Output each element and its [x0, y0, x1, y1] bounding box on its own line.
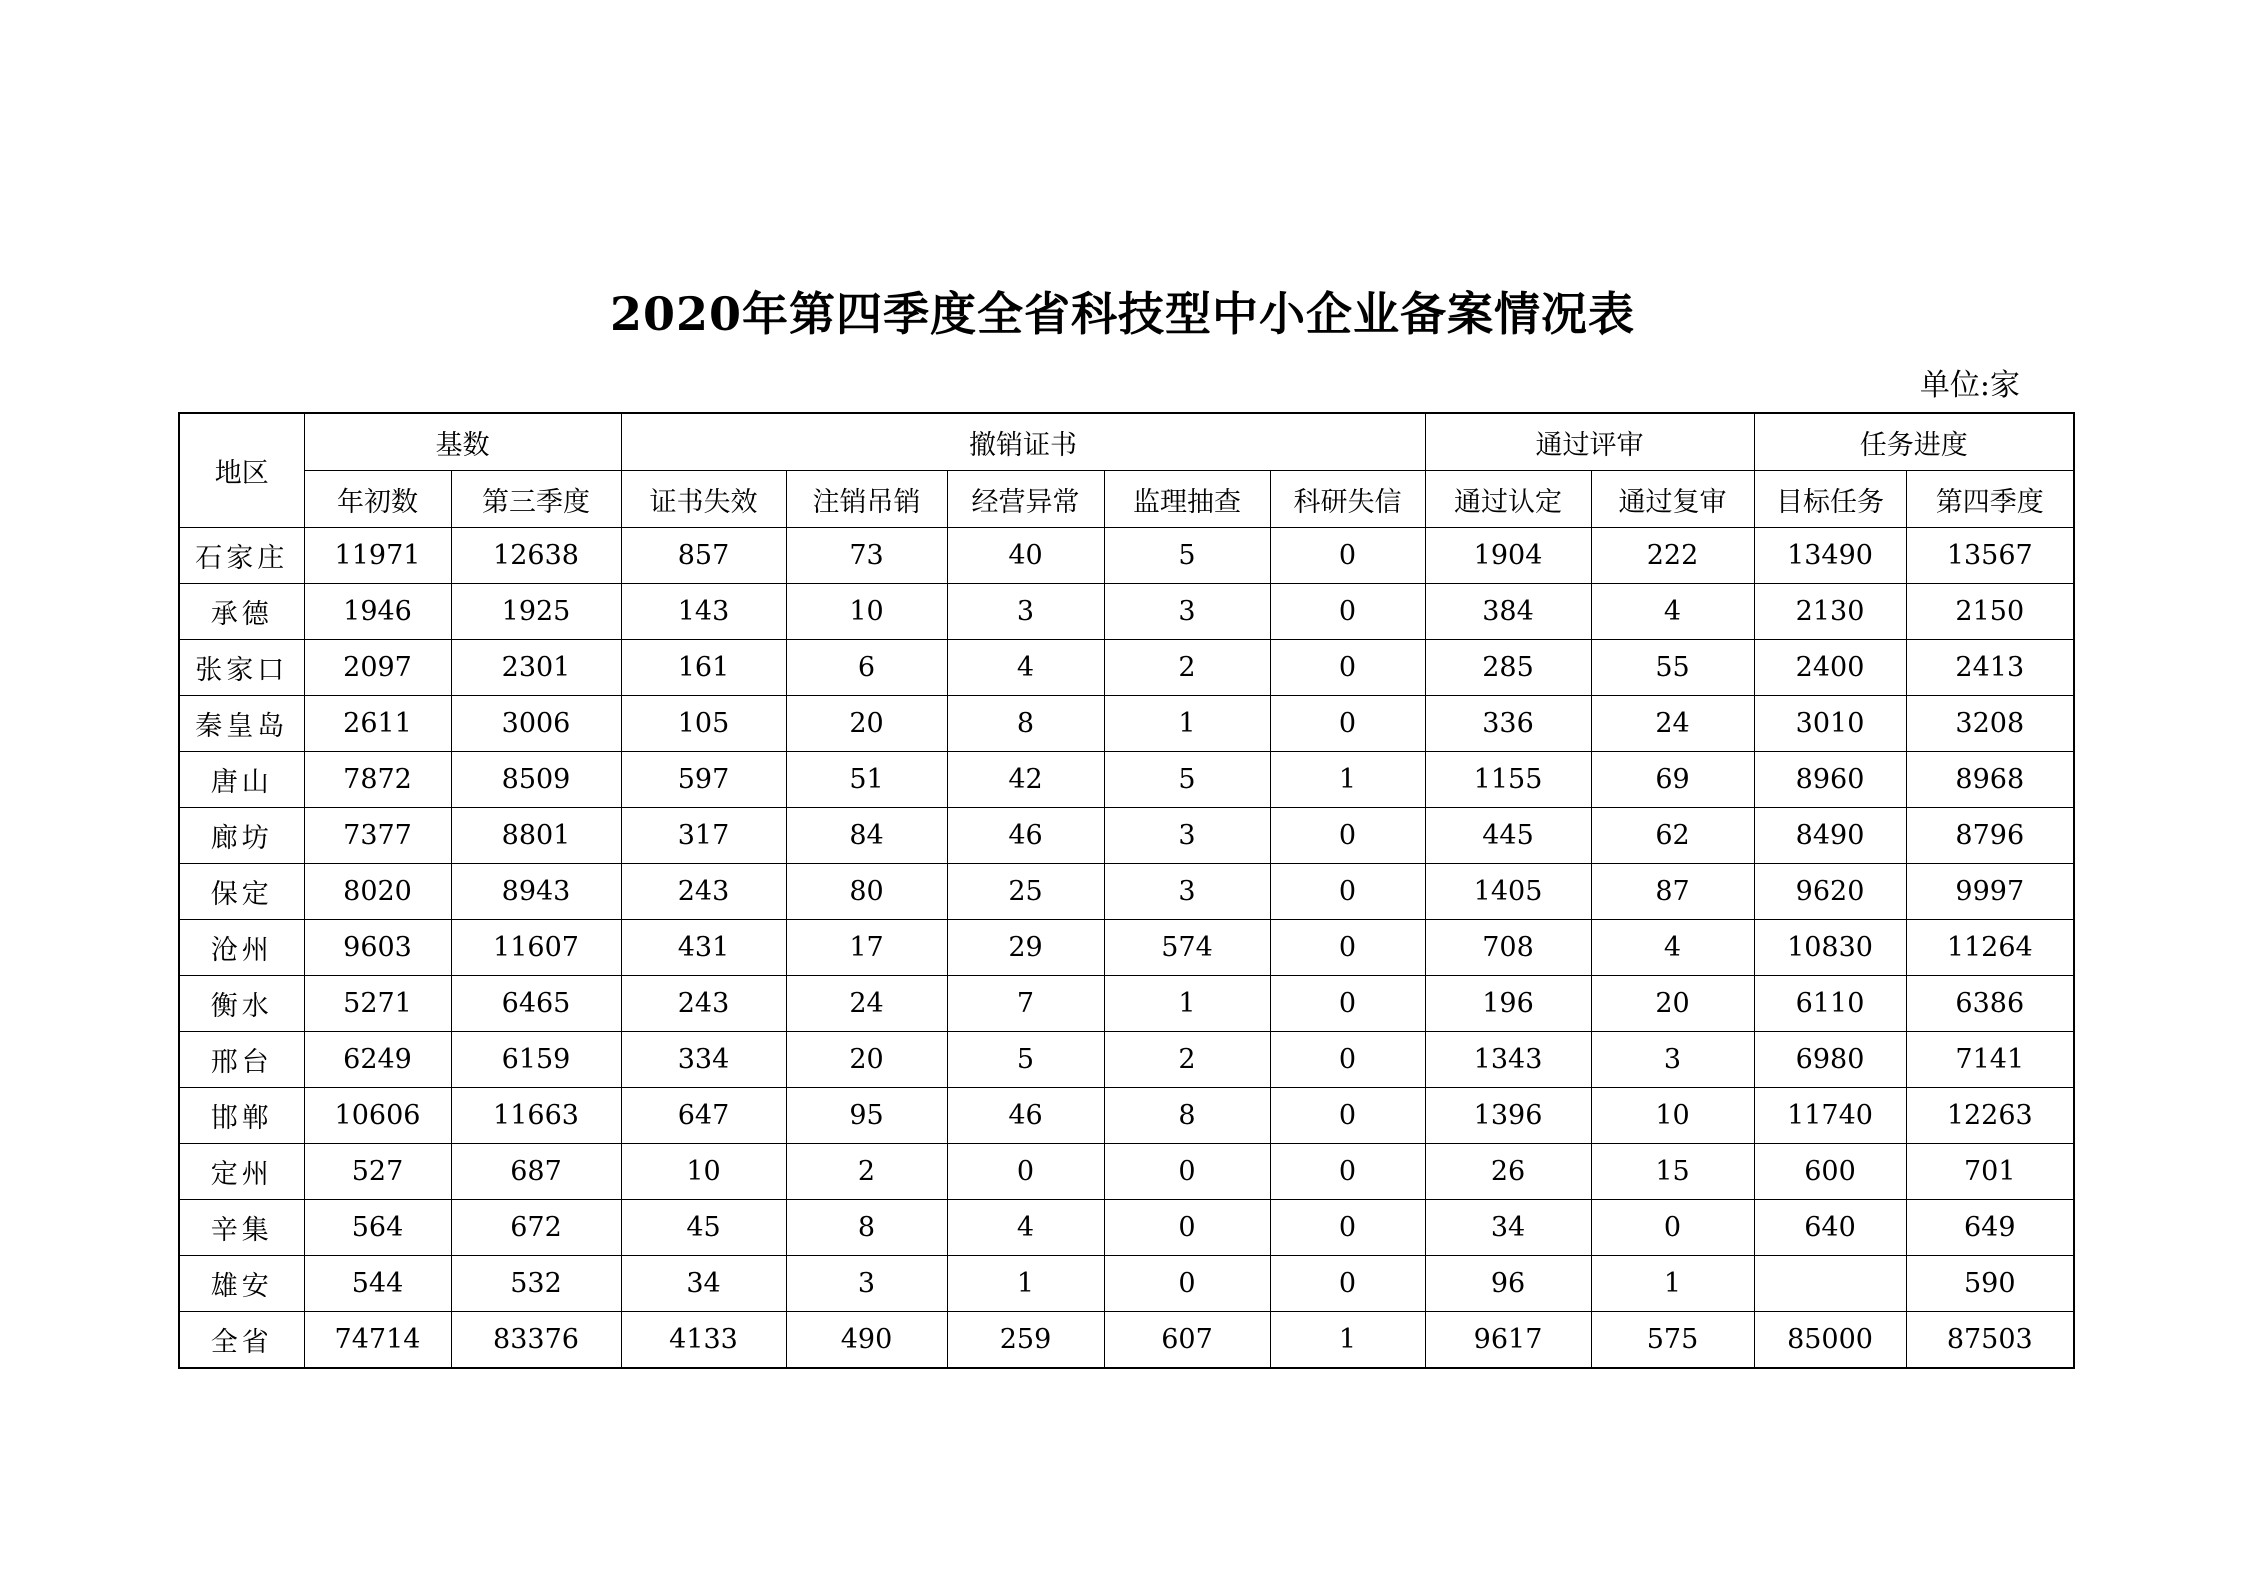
value-cell: 2400 — [1754, 640, 1906, 696]
value-cell: 26 — [1425, 1144, 1591, 1200]
table-row — [179, 1312, 2074, 1369]
region-cell: 辛集 — [179, 1200, 304, 1256]
region-cell: 承德 — [179, 584, 304, 640]
value-cell: 143 — [621, 584, 786, 640]
region-cell: 邢台 — [179, 1032, 304, 1088]
value-cell: 3208 — [1906, 696, 2074, 752]
value-cell: 445 — [1425, 808, 1591, 864]
value-cell: 6 — [786, 640, 947, 696]
value-cell: 6110 — [1754, 976, 1906, 1032]
value-cell: 3 — [1104, 808, 1270, 864]
region-cell: 定州 — [179, 1144, 304, 1200]
value-cell: 649 — [1906, 1200, 2074, 1256]
value-cell: 1946 — [304, 584, 451, 640]
value-cell: 10 — [1591, 1088, 1754, 1144]
value-cell: 0 — [1270, 1032, 1425, 1088]
value-cell: 597 — [621, 752, 786, 808]
value-cell: 708 — [1425, 920, 1591, 976]
value-cell: 672 — [451, 1200, 621, 1256]
table-row — [179, 864, 2074, 920]
value-cell: 3 — [1591, 1032, 1754, 1088]
value-cell: 1 — [1591, 1256, 1754, 1312]
value-cell: 42 — [947, 752, 1104, 808]
value-cell: 8020 — [304, 864, 451, 920]
data-table — [178, 412, 2075, 1369]
table-row — [179, 640, 2074, 696]
value-cell: 4 — [1591, 584, 1754, 640]
value-cell: 8 — [1104, 1088, 1270, 1144]
value-cell: 11663 — [451, 1088, 621, 1144]
value-cell: 1405 — [1425, 864, 1591, 920]
value-cell: 8490 — [1754, 808, 1906, 864]
value-cell: 640 — [1754, 1200, 1906, 1256]
value-cell: 3 — [786, 1256, 947, 1312]
value-cell: 8 — [947, 696, 1104, 752]
column-header: 科研失信 — [1270, 471, 1425, 528]
value-cell: 34 — [1425, 1200, 1591, 1256]
value-cell: 222 — [1591, 528, 1754, 584]
value-cell: 0 — [1270, 1256, 1425, 1312]
table-row — [179, 1032, 2074, 1088]
value-cell: 1155 — [1425, 752, 1591, 808]
value-cell: 1396 — [1425, 1088, 1591, 1144]
value-cell: 1904 — [1425, 528, 1591, 584]
value-cell: 7377 — [304, 808, 451, 864]
region-cell: 衡水 — [179, 976, 304, 1032]
value-cell: 0 — [1270, 976, 1425, 1032]
value-cell: 9617 — [1425, 1312, 1591, 1369]
value-cell: 87 — [1591, 864, 1754, 920]
value-cell: 6249 — [304, 1032, 451, 1088]
value-cell: 105 — [621, 696, 786, 752]
value-cell: 0 — [1270, 920, 1425, 976]
region-cell: 雄安 — [179, 1256, 304, 1312]
value-cell: 13567 — [1906, 528, 2074, 584]
value-cell: 0 — [1270, 808, 1425, 864]
value-cell: 3010 — [1754, 696, 1906, 752]
value-cell: 10 — [621, 1144, 786, 1200]
value-cell: 607 — [1104, 1312, 1270, 1369]
value-cell: 336 — [1425, 696, 1591, 752]
column-header: 证书失效 — [621, 471, 786, 528]
sub-header-row — [179, 471, 2074, 528]
table-row — [179, 1144, 2074, 1200]
value-cell: 51 — [786, 752, 947, 808]
value-cell: 8960 — [1754, 752, 1906, 808]
value-cell: 84 — [786, 808, 947, 864]
value-cell: 0 — [1270, 696, 1425, 752]
value-cell: 9997 — [1906, 864, 2074, 920]
value-cell: 2 — [1104, 1032, 1270, 1088]
value-cell: 2413 — [1906, 640, 2074, 696]
value-cell: 0 — [1270, 584, 1425, 640]
value-cell: 8968 — [1906, 752, 2074, 808]
value-cell: 83376 — [451, 1312, 621, 1369]
value-cell: 5 — [947, 1032, 1104, 1088]
value-cell: 6980 — [1754, 1032, 1906, 1088]
column-header: 年初数 — [304, 471, 451, 528]
value-cell: 0 — [1591, 1200, 1754, 1256]
value-cell: 2130 — [1754, 584, 1906, 640]
table-row — [179, 1200, 2074, 1256]
value-cell: 0 — [1270, 640, 1425, 696]
value-cell: 600 — [1754, 1144, 1906, 1200]
region-cell: 保定 — [179, 864, 304, 920]
value-cell: 11264 — [1906, 920, 2074, 976]
value-cell: 334 — [621, 1032, 786, 1088]
group-header-revoked: 撤销证书 — [621, 413, 1425, 471]
value-cell: 1 — [1270, 1312, 1425, 1369]
value-cell: 161 — [621, 640, 786, 696]
value-cell: 20 — [786, 1032, 947, 1088]
value-cell: 2150 — [1906, 584, 2074, 640]
value-cell: 0 — [947, 1144, 1104, 1200]
value-cell: 10606 — [304, 1088, 451, 1144]
value-cell: 15 — [1591, 1144, 1754, 1200]
value-cell: 12638 — [451, 528, 621, 584]
value-cell: 11607 — [451, 920, 621, 976]
value-cell: 80 — [786, 864, 947, 920]
table-row — [179, 976, 2074, 1032]
table-row — [179, 1256, 2074, 1312]
group-header-review: 通过评审 — [1425, 413, 1754, 471]
value-cell: 17 — [786, 920, 947, 976]
value-cell: 46 — [947, 808, 1104, 864]
value-cell: 4 — [947, 1200, 1104, 1256]
value-cell: 701 — [1906, 1144, 2074, 1200]
value-cell: 1925 — [451, 584, 621, 640]
value-cell: 2611 — [304, 696, 451, 752]
value-cell: 2 — [786, 1144, 947, 1200]
value-cell: 1 — [947, 1256, 1104, 1312]
value-cell: 7872 — [304, 752, 451, 808]
table-row — [179, 808, 2074, 864]
value-cell: 40 — [947, 528, 1104, 584]
table-row — [179, 696, 2074, 752]
value-cell: 9603 — [304, 920, 451, 976]
value-cell: 6465 — [451, 976, 621, 1032]
column-header: 第三季度 — [451, 471, 621, 528]
table-row — [179, 1088, 2074, 1144]
column-header: 通过认定 — [1425, 471, 1591, 528]
table-body — [179, 528, 2074, 1369]
region-cell: 唐山 — [179, 752, 304, 808]
value-cell: 317 — [621, 808, 786, 864]
value-cell: 3 — [1104, 584, 1270, 640]
group-header-base: 基数 — [304, 413, 621, 471]
value-cell: 575 — [1591, 1312, 1754, 1369]
region-cell: 全省 — [179, 1312, 304, 1369]
value-cell: 45 — [621, 1200, 786, 1256]
value-cell: 13490 — [1754, 528, 1906, 584]
group-header-row — [179, 413, 2074, 471]
value-cell: 687 — [451, 1144, 621, 1200]
value-cell: 0 — [1104, 1200, 1270, 1256]
value-cell: 73 — [786, 528, 947, 584]
region-cell: 邯郸 — [179, 1088, 304, 1144]
value-cell: 0 — [1270, 528, 1425, 584]
value-cell: 243 — [621, 864, 786, 920]
table-row — [179, 752, 2074, 808]
value-cell: 5 — [1104, 528, 1270, 584]
region-header: 地区 — [179, 413, 304, 528]
value-cell: 7141 — [1906, 1032, 2074, 1088]
column-header: 监理抽查 — [1104, 471, 1270, 528]
column-header: 第四季度 — [1906, 471, 2074, 528]
value-cell: 25 — [947, 864, 1104, 920]
value-cell: 3 — [1104, 864, 1270, 920]
value-cell: 8509 — [451, 752, 621, 808]
page-title: 2020年第四季度全省科技型中小企业备案情况表 — [609, 287, 1636, 341]
value-cell: 196 — [1425, 976, 1591, 1032]
value-cell: 0 — [1270, 1088, 1425, 1144]
value-cell: 34 — [621, 1256, 786, 1312]
value-cell: 46 — [947, 1088, 1104, 1144]
value-cell: 0 — [1270, 1144, 1425, 1200]
value-cell: 96 — [1425, 1256, 1591, 1312]
value-cell: 1 — [1104, 976, 1270, 1032]
value-cell: 55 — [1591, 640, 1754, 696]
table-row — [179, 528, 2074, 584]
table-row — [179, 584, 2074, 640]
value-cell: 8 — [786, 1200, 947, 1256]
value-cell: 431 — [621, 920, 786, 976]
value-cell: 87503 — [1906, 1312, 2074, 1369]
region-cell: 廊坊 — [179, 808, 304, 864]
value-cell: 532 — [451, 1256, 621, 1312]
value-cell: 5271 — [304, 976, 451, 1032]
value-cell: 11971 — [304, 528, 451, 584]
region-cell: 石家庄 — [179, 528, 304, 584]
value-cell: 0 — [1270, 1200, 1425, 1256]
value-cell: 544 — [304, 1256, 451, 1312]
value-cell: 20 — [1591, 976, 1754, 1032]
column-header: 注销吊销 — [786, 471, 947, 528]
value-cell: 9620 — [1754, 864, 1906, 920]
value-cell: 8796 — [1906, 808, 2074, 864]
value-cell: 2301 — [451, 640, 621, 696]
value-cell: 6386 — [1906, 976, 2074, 1032]
value-cell: 62 — [1591, 808, 1754, 864]
value-cell: 857 — [621, 528, 786, 584]
unit-label: 单位:家 — [1919, 368, 2020, 403]
value-cell: 0 — [1104, 1144, 1270, 1200]
value-cell: 3006 — [451, 696, 621, 752]
region-cell: 沧州 — [179, 920, 304, 976]
value-cell: 490 — [786, 1312, 947, 1369]
column-header: 通过复审 — [1591, 471, 1754, 528]
column-header: 目标任务 — [1754, 471, 1906, 528]
table-row — [179, 920, 2074, 976]
value-cell: 24 — [1591, 696, 1754, 752]
value-cell: 0 — [1270, 864, 1425, 920]
value-cell: 8801 — [451, 808, 621, 864]
value-cell: 1343 — [1425, 1032, 1591, 1088]
value-cell: 590 — [1906, 1256, 2074, 1312]
value-cell: 1 — [1270, 752, 1425, 808]
value-cell: 3 — [947, 584, 1104, 640]
group-header-progress: 任务进度 — [1754, 413, 2074, 471]
value-cell: 1 — [1104, 696, 1270, 752]
value-cell: 69 — [1591, 752, 1754, 808]
value-cell: 564 — [304, 1200, 451, 1256]
column-header: 经营异常 — [947, 471, 1104, 528]
region-cell: 秦皇岛 — [179, 696, 304, 752]
value-cell: 0 — [1104, 1256, 1270, 1312]
value-cell: 4 — [1591, 920, 1754, 976]
value-cell: 2097 — [304, 640, 451, 696]
region-cell: 张家口 — [179, 640, 304, 696]
value-cell: 647 — [621, 1088, 786, 1144]
value-cell: 4133 — [621, 1312, 786, 1369]
value-cell: 243 — [621, 976, 786, 1032]
value-cell: 527 — [304, 1144, 451, 1200]
value-cell: 574 — [1104, 920, 1270, 976]
value-cell: 95 — [786, 1088, 947, 1144]
value-cell: 85000 — [1754, 1312, 1906, 1369]
value-cell: 20 — [786, 696, 947, 752]
value-cell: 285 — [1425, 640, 1591, 696]
value-cell: 29 — [947, 920, 1104, 976]
value-cell: 10830 — [1754, 920, 1906, 976]
value-cell: 259 — [947, 1312, 1104, 1369]
value-cell: 12263 — [1906, 1088, 2074, 1144]
value-cell — [1754, 1256, 1906, 1312]
value-cell: 10 — [786, 584, 947, 640]
value-cell: 6159 — [451, 1032, 621, 1088]
value-cell: 24 — [786, 976, 947, 1032]
value-cell: 11740 — [1754, 1088, 1906, 1144]
value-cell: 384 — [1425, 584, 1591, 640]
value-cell: 74714 — [304, 1312, 451, 1369]
value-cell: 4 — [947, 640, 1104, 696]
value-cell: 2 — [1104, 640, 1270, 696]
value-cell: 5 — [1104, 752, 1270, 808]
value-cell: 7 — [947, 976, 1104, 1032]
value-cell: 8943 — [451, 864, 621, 920]
